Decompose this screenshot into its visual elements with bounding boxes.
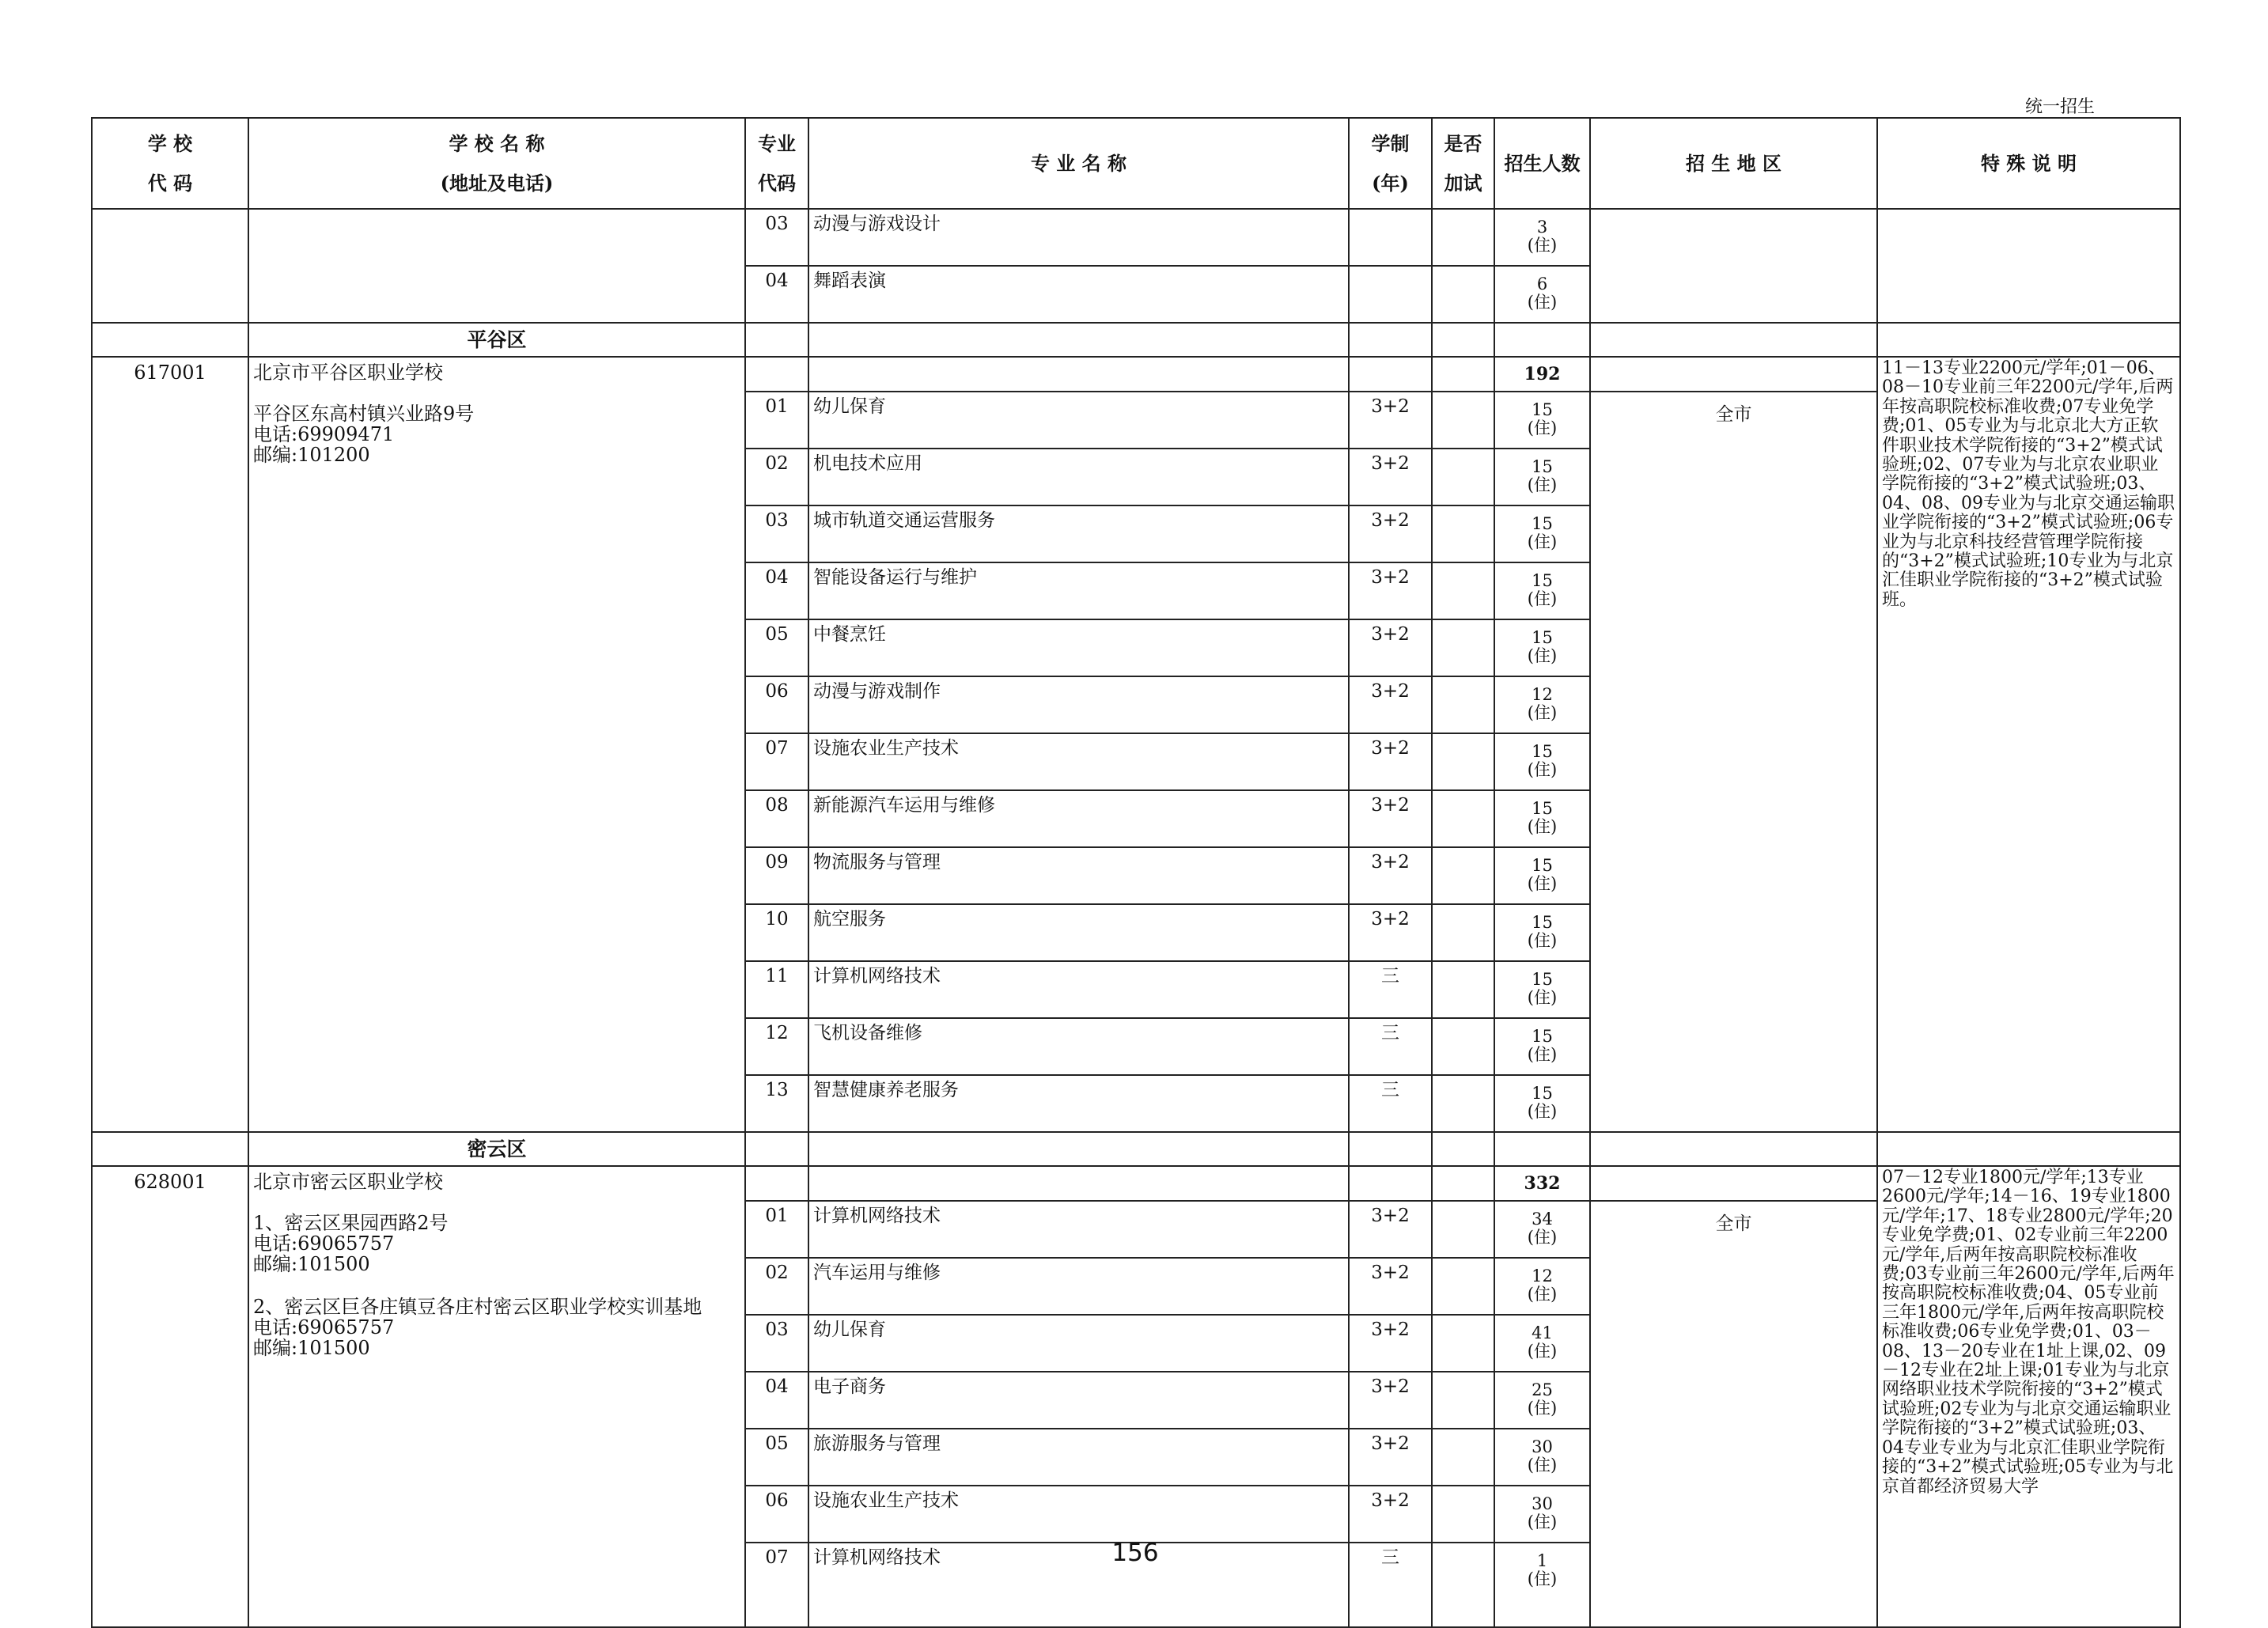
region-cell: [1590, 209, 1877, 323]
major-name: 飞机设备维修: [808, 1018, 1349, 1075]
enroll-count: 15 (住): [1494, 1018, 1590, 1075]
major-code: 07: [745, 1543, 808, 1627]
duration: 3+2: [1349, 505, 1432, 562]
major-name: 计算机网络技术: [808, 1201, 1349, 1258]
school-name-cell: [248, 209, 745, 323]
major-code: 07: [745, 733, 808, 790]
header-school-code: 学 校 代 码: [92, 118, 248, 209]
extra-test-cell: [1432, 209, 1494, 266]
duration: 3+2: [1349, 619, 1432, 676]
duration: 3+2: [1349, 392, 1432, 449]
enroll-count: 15 (住): [1494, 562, 1590, 619]
duration: 三: [1349, 961, 1432, 1018]
school-postcode-2: 邮编:101500: [253, 1337, 370, 1359]
major-name: 电子商务: [808, 1372, 1349, 1429]
enroll-count: 25 (住): [1494, 1372, 1590, 1429]
table-row: [92, 209, 2180, 266]
school-phone-1: 电话:69065757: [253, 1232, 395, 1255]
major-name: 物流服务与管理: [808, 847, 1349, 904]
duration: 3+2: [1349, 449, 1432, 505]
major-name: 设施农业生产技术: [808, 1486, 1349, 1543]
duration: 3+2: [1349, 847, 1432, 904]
major-name: 新能源汽车运用与维修: [808, 790, 1349, 847]
major-name: 汽车运用与维修: [808, 1258, 1349, 1315]
major-name: 智能设备运行与维护: [808, 562, 1349, 619]
duration: 3+2: [1349, 1486, 1432, 1543]
school-total: 332: [1494, 1166, 1590, 1201]
region: 全市: [1590, 1201, 1877, 1627]
header-enroll-count: 招生人数: [1494, 118, 1590, 209]
school-code-cell: [92, 209, 248, 323]
enroll-count: 15 (住): [1494, 392, 1590, 449]
enroll-count: 12 (住): [1494, 676, 1590, 733]
enroll-count: 3 (住): [1494, 209, 1590, 266]
duration: 3+2: [1349, 790, 1432, 847]
major-code: 11: [745, 961, 808, 1018]
duration: 3+2: [1349, 1258, 1432, 1315]
region: 全市: [1590, 392, 1877, 1132]
major-code: 04: [745, 266, 808, 323]
duration: 3+2: [1349, 1429, 1432, 1486]
enroll-count: 41 (住): [1494, 1315, 1590, 1372]
enroll-count: 12 (住): [1494, 1258, 1590, 1315]
enroll-count: 15 (住): [1494, 961, 1590, 1018]
school-postcode-1: 邮编:101500: [253, 1253, 370, 1275]
major-code: 12: [745, 1018, 808, 1075]
duration: 三: [1349, 1018, 1432, 1075]
major-name: 中餐烹饪: [808, 619, 1349, 676]
major-code: 03: [745, 1315, 808, 1372]
major-name: 动漫与游戏设计: [808, 209, 1349, 266]
major-name: 城市轨道交通运营服务: [808, 505, 1349, 562]
major-code: 13: [745, 1075, 808, 1132]
major-code: 03: [745, 505, 808, 562]
enroll-count: 1 (住): [1494, 1543, 1590, 1627]
major-name: 设施农业生产技术: [808, 733, 1349, 790]
header-school-name: 学 校 名 称 (地址及电话): [248, 118, 745, 209]
major-code: 08: [745, 790, 808, 847]
duration-cell: [1349, 266, 1432, 323]
duration: 3+2: [1349, 676, 1432, 733]
school-code: 628001: [92, 1166, 248, 1627]
duration: 3+2: [1349, 562, 1432, 619]
school-address-1: 1、密云区果园西路2号: [253, 1212, 449, 1234]
major-code: 06: [745, 1486, 808, 1543]
major-code: 02: [745, 449, 808, 505]
major-name: 幼儿保育: [808, 392, 1349, 449]
duration: 3+2: [1349, 1201, 1432, 1258]
major-code: 02: [745, 1258, 808, 1315]
header-duration: 学制 (年): [1349, 118, 1432, 209]
special-notes: 11－13专业2200元/学年;01－06、08－10专业前三年2200元/学年,后两年按高职院校标准收费;07专业免学费;01、05专业为与北京北大方正软件职业技术学院衔接的“3+2”模式试验班;02、07专业为与北京农业职业学院衔接的“3+2”模式试验班;03、04、08、09专业为与北京交通运输职业学院衔接的“3+2”模式试验班;06专业为与北京科技经营管理学院衔接的“3+2”模式试验班;10专业为与北京汇佳职业学院衔接的“3+2”模式试验班。: [1877, 357, 2180, 1132]
header-extra-test: 是否 加试: [1432, 118, 1494, 209]
enrollment-table: [91, 117, 2181, 1628]
major-code: 01: [745, 392, 808, 449]
major-name: 航空服务: [808, 904, 1349, 961]
enroll-count: 15 (住): [1494, 505, 1590, 562]
major-name: 机电技术应用: [808, 449, 1349, 505]
extra-test-cell: [1432, 266, 1494, 323]
school-phone-2: 电话:69065757: [253, 1316, 395, 1338]
enroll-count: 15 (住): [1494, 619, 1590, 676]
school-info: [248, 1166, 745, 1627]
school-total: 192: [1494, 357, 1590, 392]
duration: 3+2: [1349, 733, 1432, 790]
major-name: 舞蹈表演: [808, 266, 1349, 323]
major-name: 计算机网络技术: [808, 1543, 1349, 1627]
duration-cell: [1349, 209, 1432, 266]
major-name: 动漫与游戏制作: [808, 676, 1349, 733]
major-code: 05: [745, 619, 808, 676]
duration: 3+2: [1349, 904, 1432, 961]
header-major-code: 专业 代码: [745, 118, 808, 209]
district-row: [92, 1132, 2180, 1166]
major-code: 05: [745, 1429, 808, 1486]
school-name: 北京市密云区职业学校: [253, 1171, 443, 1193]
major-code: 04: [745, 562, 808, 619]
major-code: 09: [745, 847, 808, 904]
district-row: [92, 323, 2180, 357]
school-address-2: 2、密云区巨各庄镇豆各庄村密云区职业学校实训基地: [253, 1296, 702, 1318]
major-code: 03: [745, 209, 808, 266]
top-label: 统一招生: [2025, 97, 2096, 117]
duration: 3+2: [1349, 1315, 1432, 1372]
enroll-count: 34 (住): [1494, 1201, 1590, 1258]
district-name: 密云区: [248, 1132, 745, 1166]
school-code: 617001: [92, 357, 248, 1132]
school-postcode: 邮编:101200: [253, 444, 370, 466]
enroll-count: 15 (住): [1494, 733, 1590, 790]
major-code: 10: [745, 904, 808, 961]
district-name: 平谷区: [248, 323, 745, 357]
school-row: [92, 1166, 2180, 1201]
major-name: 智慧健康养老服务: [808, 1075, 1349, 1132]
header-notes: 特 殊 说 明: [1877, 118, 2180, 209]
school-name: 北京市平谷区职业学校: [253, 362, 443, 384]
special-notes: 07－12专业1800元/学年;13专业2600元/学年;14－16、19专业1800元/学年;17、18专业2800元/学年;20专业免学费;01、02专业前三年2200元/学年,后两年按高职院校标准收费;03专业前三年2600元/学年,后两年按高职院校标准收费;04、05专业前三年1800元/学年,后两年按高职院校标准收费;06专业免学费;01、03－08、13－20专业在1址上课,02、09－12专业在2址上课;01专业为与北京网络职业技术学院衔接的“3+2”模式试验班;02专业为与北京交通运输职业学院衔接的“3+2”模式试验班;03、04专业专业为与北京汇佳职业学院衔接的“3+2”模式试验班;05专业为与北京首都经济贸易大学: [1877, 1166, 2180, 1627]
enroll-count: 6 (住): [1494, 266, 1590, 323]
enroll-count: 15 (住): [1494, 449, 1590, 505]
major-code: 01: [745, 1201, 808, 1258]
enroll-count: 15 (住): [1494, 904, 1590, 961]
major-code: 04: [745, 1372, 808, 1429]
enroll-count: 30 (住): [1494, 1429, 1590, 1486]
school-phone: 电话:69909471: [253, 423, 395, 445]
school-address: 平谷区东高村镇兴业路9号: [253, 403, 475, 425]
header-major-name: 专 业 名 称: [808, 118, 1349, 209]
duration: 三: [1349, 1075, 1432, 1132]
header-row: [92, 118, 2180, 209]
page-number: 156: [1111, 1539, 1159, 1567]
header-region: 招 生 地 区: [1590, 118, 1877, 209]
duration: 三: [1349, 1543, 1432, 1627]
enroll-count: 15 (住): [1494, 790, 1590, 847]
major-name: 旅游服务与管理: [808, 1429, 1349, 1486]
enroll-count: 15 (住): [1494, 847, 1590, 904]
enroll-count: 15 (住): [1494, 1075, 1590, 1132]
major-name: 计算机网络技术: [808, 961, 1349, 1018]
major-code: 06: [745, 676, 808, 733]
school-info: [248, 357, 745, 1132]
enroll-count: 30 (住): [1494, 1486, 1590, 1543]
school-row: [92, 357, 2180, 392]
duration: 3+2: [1349, 1372, 1432, 1429]
notes-cell: [1877, 209, 2180, 323]
major-name: 幼儿保育: [808, 1315, 1349, 1372]
